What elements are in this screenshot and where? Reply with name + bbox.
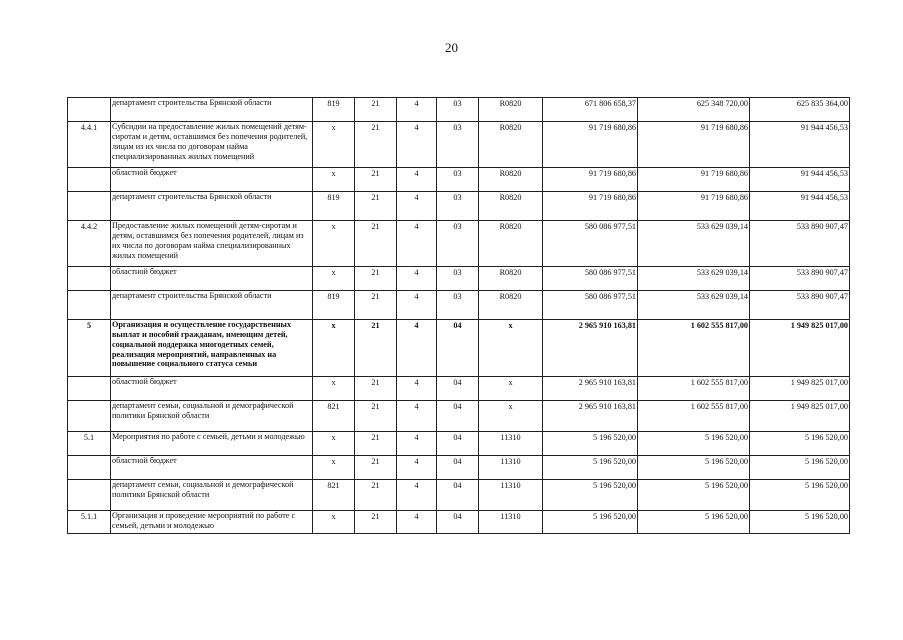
row-amount-year-1: 2 965 910 163,81 [543,401,638,432]
row-amount-year-2: 1 602 555 817,00 [638,401,750,432]
table-body [68,98,850,534]
row-program-code: 21 [355,168,397,192]
row-subprogram-code: 4 [397,267,437,291]
row-department-code: 821 [313,480,355,511]
row-amount-year-2: 625 348 720,00 [638,98,750,122]
row-subprogram-code: 4 [397,98,437,122]
row-amount-year-3: 5 196 520,00 [750,511,850,534]
row-amount-year-2: 5 196 520,00 [638,480,750,511]
row-amount-year-2: 533 629 039,14 [638,221,750,267]
row-direction-code: 11310 [479,511,543,534]
row-description: Мероприятия по работе с семьей, детьми и молодежью [111,432,313,456]
row-subprogram-code: 4 [397,291,437,320]
row-amount-year-3: 91 944 456,53 [750,168,850,192]
row-event-code: 03 [437,221,479,267]
row-amount-year-3: 1 949 825 017,00 [750,320,850,377]
row-department-code: х [313,122,355,168]
row-amount-year-1: 580 086 977,51 [543,221,638,267]
table-row [68,221,850,267]
row-subprogram-code: 4 [397,221,437,267]
row-code [68,456,111,480]
row-amount-year-3: 1 949 825 017,00 [750,401,850,432]
row-department-code: х [313,456,355,480]
row-event-code: 04 [437,401,479,432]
row-program-code: 21 [355,221,397,267]
row-subprogram-code: 4 [397,377,437,401]
row-program-code: 21 [355,192,397,221]
row-amount-year-1: 5 196 520,00 [543,511,638,534]
row-description: департамент семьи, социальной и демографической политики Брянской области [111,480,313,511]
row-subprogram-code: 4 [397,511,437,534]
row-amount-year-2: 1 602 555 817,00 [638,320,750,377]
row-program-code: 21 [355,377,397,401]
table-row [68,456,850,480]
row-program-code: 21 [355,122,397,168]
row-description: Организация и проведение мероприятий по работе с семьей, детьми и молодежью [111,511,313,534]
row-description: департамент строительства Брянской области [111,192,313,221]
table-row [68,320,850,377]
row-code [68,267,111,291]
row-subprogram-code: 4 [397,168,437,192]
row-subprogram-code: 4 [397,320,437,377]
row-program-code: 21 [355,480,397,511]
row-description: областной бюджет [111,168,313,192]
page-number: 20 [445,40,458,55]
table-row [68,377,850,401]
row-direction-code: х [479,377,543,401]
row-department-code: х [313,432,355,456]
row-direction-code: R0820 [479,267,543,291]
row-description: Предоставление жилых помещений детям-сиротам и детям, оставшимся без попечения родителей, лицам из их числа по договорам найма специализированных жилых помещений [111,221,313,267]
row-program-code: 21 [355,456,397,480]
row-program-code: 21 [355,432,397,456]
row-code: 4.4.1 [68,122,111,168]
row-amount-year-1: 580 086 977,51 [543,267,638,291]
row-description: областной бюджет [111,456,313,480]
row-subprogram-code: 4 [397,122,437,168]
row-event-code: 03 [437,122,479,168]
row-amount-year-3: 5 196 520,00 [750,480,850,511]
row-department-code: 819 [313,291,355,320]
row-event-code: 04 [437,432,479,456]
row-code [68,480,111,511]
row-amount-year-2: 5 196 520,00 [638,456,750,480]
row-direction-code: R0820 [479,291,543,320]
row-subprogram-code: 4 [397,456,437,480]
row-direction-code: 11310 [479,456,543,480]
table-row [68,291,850,320]
row-subprogram-code: 4 [397,192,437,221]
row-description: Организация и осуществление государственных выплат и пособий гражданам, имеющим детей, социальной поддержка многодетных семей, реализация мероприятий, направленных на повышение социального статуса семьи [111,320,313,377]
table-row [68,168,850,192]
row-amount-year-3: 533 890 907,47 [750,291,850,320]
row-subprogram-code: 4 [397,480,437,511]
row-direction-code: х [479,401,543,432]
row-department-code: 819 [313,192,355,221]
row-program-code: 21 [355,267,397,291]
row-program-code: 21 [355,511,397,534]
row-direction-code: R0820 [479,122,543,168]
row-amount-year-2: 91 719 680,86 [638,168,750,192]
row-department-code: 821 [313,401,355,432]
row-department-code: х [313,377,355,401]
row-code [68,401,111,432]
table-row [68,192,850,221]
row-code [68,98,111,122]
row-amount-year-3: 533 890 907,47 [750,267,850,291]
row-amount-year-3: 1 949 825 017,00 [750,377,850,401]
row-department-code: х [313,511,355,534]
row-code [68,377,111,401]
row-code [68,192,111,221]
row-direction-code: х [479,320,543,377]
row-amount-year-1: 91 719 680,86 [543,192,638,221]
row-event-code: 03 [437,291,479,320]
row-amount-year-3: 91 944 456,53 [750,122,850,168]
table-row [68,98,850,122]
table-row [68,122,850,168]
row-event-code: 04 [437,377,479,401]
row-program-code: 21 [355,291,397,320]
row-department-code: х [313,320,355,377]
row-event-code: 04 [437,480,479,511]
row-amount-year-2: 5 196 520,00 [638,432,750,456]
row-amount-year-3: 625 835 364,00 [750,98,850,122]
budget-table [67,97,850,534]
row-direction-code: R0820 [479,98,543,122]
row-direction-code: R0820 [479,168,543,192]
row-amount-year-1: 2 965 910 163,81 [543,377,638,401]
row-event-code: 04 [437,456,479,480]
row-description: департамент семьи, социальной и демографической политики Брянской области [111,401,313,432]
row-amount-year-1: 5 196 520,00 [543,480,638,511]
row-amount-year-3: 91 944 456,53 [750,192,850,221]
row-direction-code: 11310 [479,480,543,511]
table-row [68,432,850,456]
row-program-code: 21 [355,320,397,377]
row-direction-code: 11310 [479,432,543,456]
row-amount-year-2: 533 629 039,14 [638,267,750,291]
row-code [68,168,111,192]
row-subprogram-code: 4 [397,432,437,456]
row-direction-code: R0820 [479,221,543,267]
row-department-code: х [313,168,355,192]
row-program-code: 21 [355,401,397,432]
row-code [68,291,111,320]
row-amount-year-1: 91 719 680,86 [543,122,638,168]
row-description: департамент строительства Брянской области [111,291,313,320]
row-amount-year-3: 5 196 520,00 [750,456,850,480]
row-event-code: 04 [437,511,479,534]
row-code: 5.1.1 [68,511,111,534]
row-event-code: 03 [437,168,479,192]
row-event-code: 03 [437,267,479,291]
row-code: 4.4.2 [68,221,111,267]
row-amount-year-1: 5 196 520,00 [543,432,638,456]
row-description: департамент строительства Брянской области [111,98,313,122]
row-amount-year-1: 2 965 910 163,81 [543,320,638,377]
row-amount-year-1: 671 806 658,37 [543,98,638,122]
row-direction-code: R0820 [479,192,543,221]
row-event-code: 03 [437,98,479,122]
row-amount-year-2: 533 629 039,14 [638,291,750,320]
row-department-code: х [313,267,355,291]
row-amount-year-2: 1 602 555 817,00 [638,377,750,401]
row-amount-year-1: 5 196 520,00 [543,456,638,480]
row-department-code: х [313,221,355,267]
table-row [68,267,850,291]
row-event-code: 04 [437,320,479,377]
table-row [68,511,850,534]
row-amount-year-3: 533 890 907,47 [750,221,850,267]
row-code: 5 [68,320,111,377]
row-program-code: 21 [355,98,397,122]
row-description: областной бюджет [111,377,313,401]
row-description: Субсидии на предоставление жилых помещений детям-сиротам и детям, оставшимся без попечения родителей, лицам из их числа по договорам найма специализированных жилых помещений [111,122,313,168]
row-amount-year-1: 91 719 680,86 [543,168,638,192]
row-subprogram-code: 4 [397,401,437,432]
row-event-code: 03 [437,192,479,221]
row-code: 5.1 [68,432,111,456]
row-description: областной бюджет [111,267,313,291]
row-amount-year-1: 580 086 977,51 [543,291,638,320]
row-amount-year-2: 91 719 680,86 [638,122,750,168]
table-row [68,401,850,432]
table-row [68,480,850,511]
row-department-code: 819 [313,98,355,122]
row-amount-year-3: 5 196 520,00 [750,432,850,456]
row-amount-year-2: 5 196 520,00 [638,511,750,534]
row-amount-year-2: 91 719 680,86 [638,192,750,221]
